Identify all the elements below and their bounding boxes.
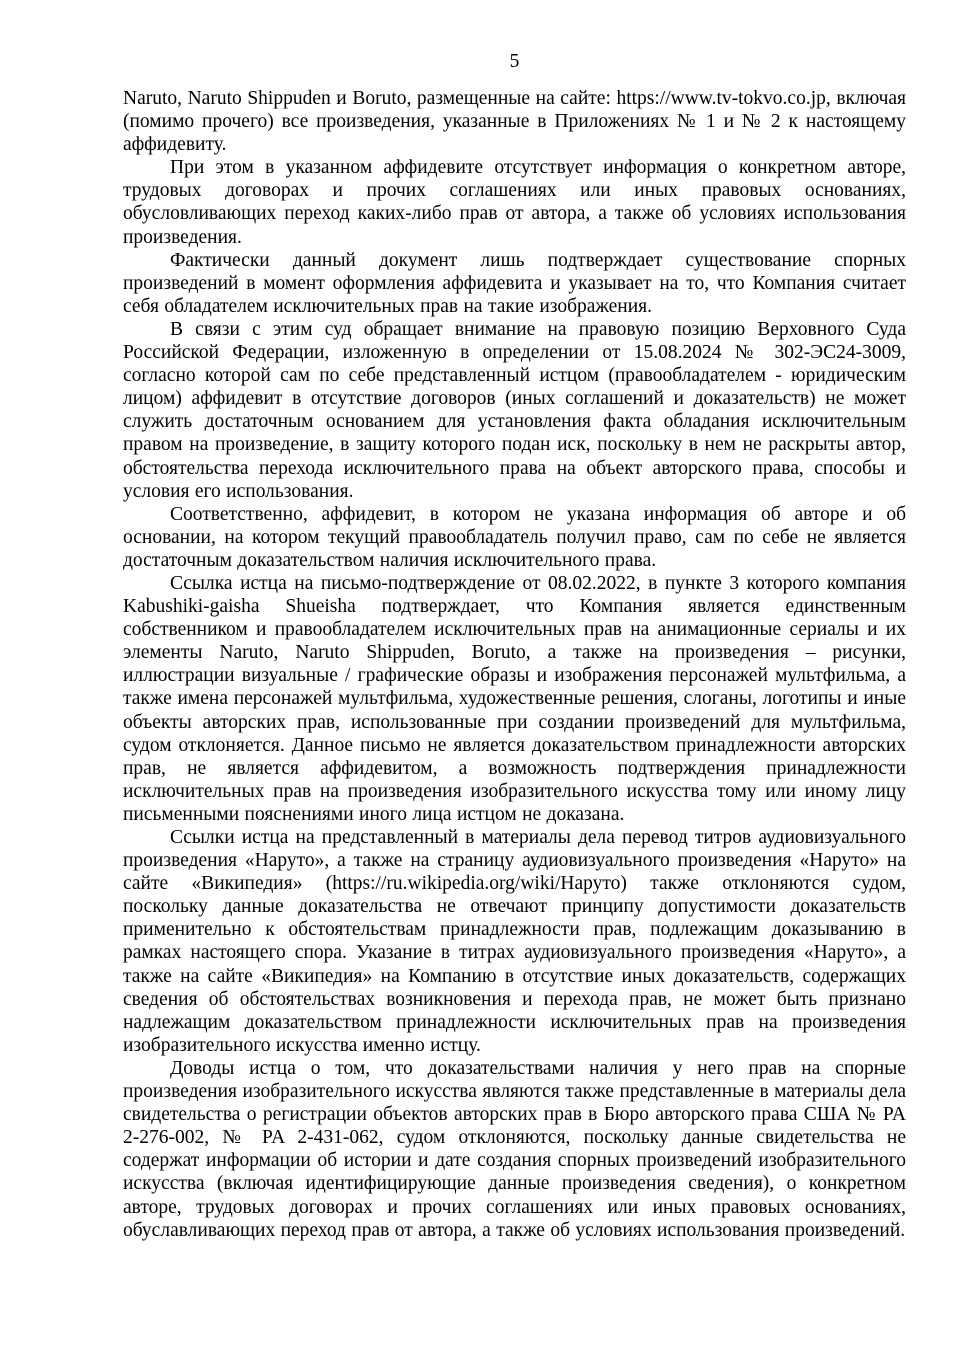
paragraph: Фактически данный документ лишь подтверждает существование спорных произведений в момент оформления аффидевита и указывает на то, что Компания считает себя обладателем исключительных прав на такие изображения. <box>123 249 906 317</box>
paragraph: Ссылки истца на представленный в материалы дела перевод титров аудиовизуального произведения «Наруто», а также на страницу аудиовизуального произведения «Наруто» на сайте «Википедия» (https://ru.wikipedia.org/wiki/Наруто) также отклоняются судом, поскольку данные доказательства не отвечают принципу допустимости доказательств применительно к обстоятельствам принадлежности прав, подлежащим доказыванию в рамках настоящего спора. Указание в титрах аудиовизуального произведения «Наруто», а также на сайте «Википедия» на Компанию в отсутствие иных доказательств, содержащих сведения об обстоятельствах возникновения и перехода прав, не может быть признано надлежащим доказательством принадлежности исключительных прав на произведения изобразительного искусства именно истцу. <box>123 827 906 1056</box>
paragraph: При этом в указанном аффидевите отсутствует информация о конкретном авторе, трудовых договорах и прочих соглашениях или иных правовых основаниях, обусловливающих переход каких-либо прав от автора, а также об условиях использования произведения. <box>123 157 906 248</box>
paragraph: В связи с этим суд обращает внимание на правовую позицию Верховного Суда Российской Федерации, изложенную в определении от 15.08.2024 № 302-ЭС24-3009, согласно которой сам по себе представленный истцом (правообладателем - юридическим лицом) аффидевит в отсутствие договоров (иных соглашений и доказательств) не может служить достаточным основанием для установления факта обладания исключительным правом на произведение, в защиту которого подан иск, поскольку в нем не раскрыты автор, обстоятельства перехода исключительного права на объект авторского права, способы и условия его использования. <box>123 318 906 502</box>
paragraph: Ссылка истца на письмо-подтверждение от 08.02.2022, в пункте 3 которого компания Kabushiki-gaisha Shueisha подтверждает, что Компания является единственным собственником и правообладателем исключительных прав на анимационные сериалы и их элементы Naruto, Naruto Shippuden, Boruto, а также на произведения – рисунки, иллюстрации визуальные / графические образы и изображения персонажей мультфильма, а также имена персонажей мультфильма, художественные решения, слоганы, логотипы и иные объекты авторских прав, использованные при создании произведений для мультфильма, судом отклоняется. Данное письмо не является доказательством принадлежности авторских прав, не является аффидевитом, а возможность подтверждения принадлежности исключительных прав на произведения изобразительного искусства тому или иному лицу письменными пояснениями иного лица истцом не доказана. <box>123 572 906 825</box>
document-body <box>123 87 906 1242</box>
paragraph: Доводы истца о том, что доказательствами наличия у него прав на спорные произведения изобразительного искусства являются также представленные в материалы дела свидетельства о регистрации объектов авторских прав в Бюро авторского права США № PA 2-276-002, № PA 2-431-062, судом отклоняются, поскольку данные свидетельства не содержат информации об истории и дате создания спорных произведений изобразительного искусства (включая идентифицирующие данные произведения сведения), о конкретном авторе, трудовых договорах и прочих соглашениях или иных правовых основаниях, обуславливающих переход прав от автора, а также об условиях использования произведений. <box>123 1057 906 1241</box>
paragraph: Соответственно, аффидевит, в котором не указана информация об авторе и об основании, на котором текущий правообладатель получил право, сам по себе не является достаточным доказательством наличия исключительного права. <box>123 503 906 571</box>
paragraph-continuation: Naruto, Naruto Shippuden и Boruto, размещенные на сайте: https://www.tv-tokvo.co.jp, включая (помимо прочего) все произведения, указанные в Приложениях № 1 и № 2 к настоящему аффидевиту. <box>123 88 906 156</box>
page-number: 5 <box>509 51 520 72</box>
